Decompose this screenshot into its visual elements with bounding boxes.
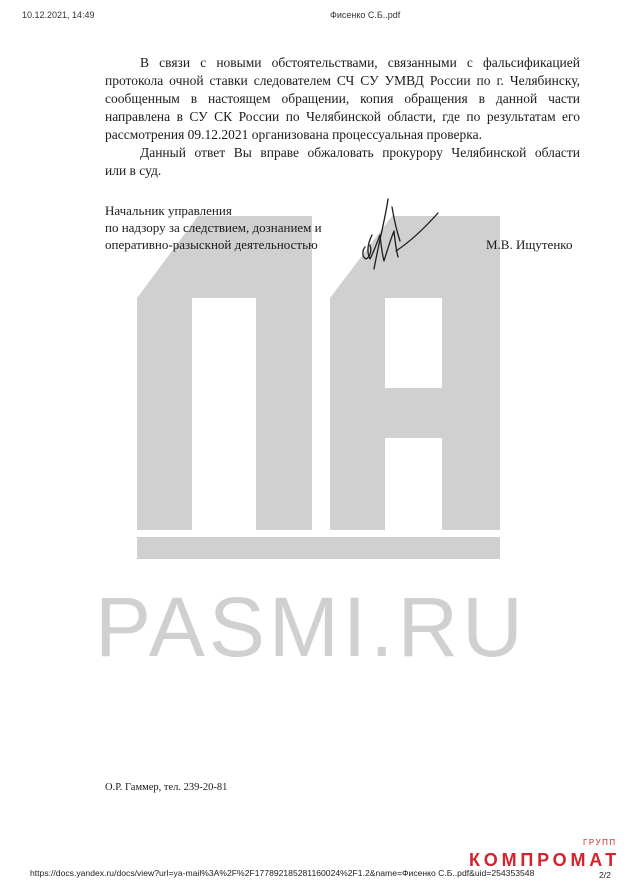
pasmi-watermark-text: PASMI.RU	[95, 580, 527, 674]
signer-position	[105, 202, 322, 253]
print-footer-url: https://docs.yandex.ru/docs/view?url=ya-mail%3A%2F%2F177892185281160024%2F1.2&name=Фисенко С.Б..pdf&uid=254353548	[30, 868, 535, 878]
logo-p-right-leg	[256, 298, 312, 530]
signer-position-line: Начальник управления	[105, 203, 232, 218]
letter-line: Данный ответ Вы вправе обжаловать прокурору Челябинской области	[140, 145, 580, 160]
handwritten-signature	[350, 185, 450, 280]
logo-a-crossbar	[385, 388, 442, 438]
letter-line: рассмотрения 09.12.2021 организована процессуальная проверка.	[105, 127, 483, 142]
signature-stroke	[396, 213, 438, 251]
kompromat-group-label: ГРУПП	[583, 838, 617, 847]
executor-contact: О.Р. Гаммер, тел. 239-20-81	[105, 782, 228, 793]
signature-stroke	[368, 231, 398, 261]
letter-line: сообщенным в настоящем обращении, копия обращения в данной части	[105, 91, 580, 106]
print-page-number: 2/2	[599, 870, 611, 880]
letter-body	[105, 54, 580, 180]
print-filename: Фисенко С.Б..pdf	[330, 10, 401, 20]
letter-line: или в суд.	[105, 163, 162, 178]
signer-position-line: по надзору за следствием, дознанием и	[105, 220, 322, 235]
signature-stroke	[374, 199, 388, 269]
letter-line: направлена в СУ СК России по Челябинской области, где по результатам его	[105, 109, 580, 124]
signature-stroke	[392, 207, 400, 241]
logo-a-left-leg	[330, 298, 385, 530]
logo-p-left-leg	[137, 298, 192, 530]
logo-a-right-leg	[442, 216, 500, 530]
kompromat-logo: КОМПРОМАТ	[469, 850, 620, 870]
letter-line: В связи с новыми обстоятельствами, связанными с фальсификацией	[140, 55, 580, 70]
signatory-name: М.В. Ищутенко	[486, 237, 573, 252]
logo-underline-bar	[137, 537, 500, 559]
signer-position-line: оперативно-разыскной деятельностью	[105, 237, 318, 252]
print-datetime: 10.12.2021, 14:49	[22, 10, 95, 20]
letter-line: протокола очной ставки следователем СЧ СУ УМВД России по г. Челябинску,	[105, 73, 580, 88]
